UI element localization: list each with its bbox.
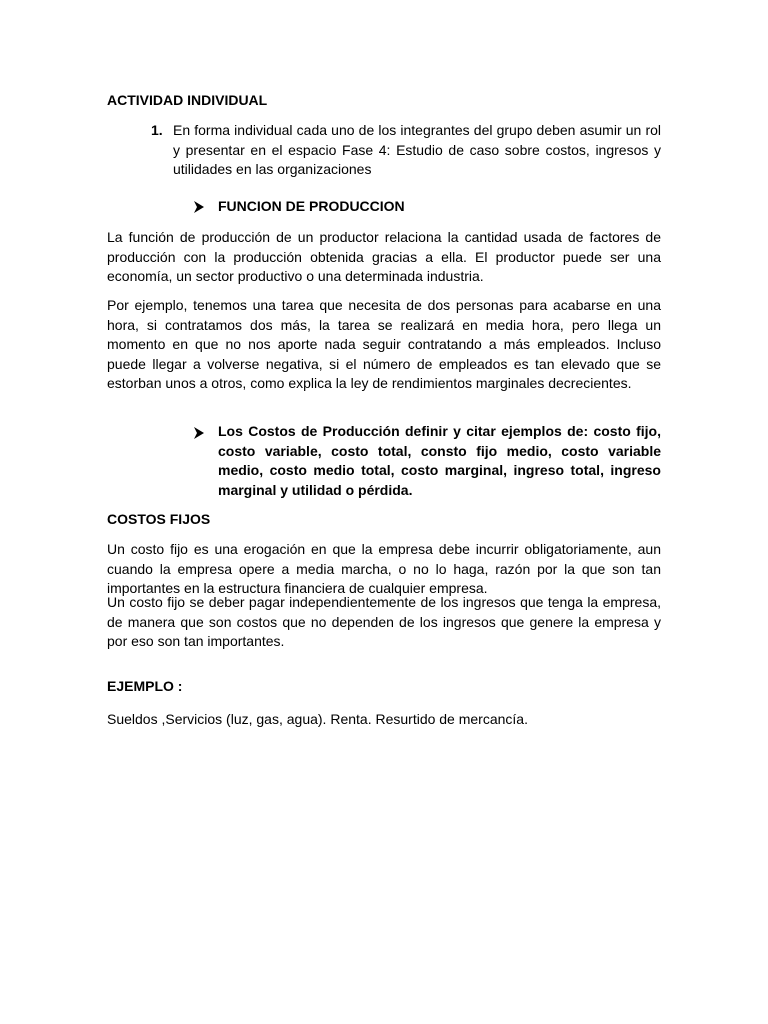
paragraph-funcion-1: La función de producción de un productor relaciona la cantidad usada de factores de producción con la producción obtenida gracias a ella. El productor puede ser una economía, un sector productivo o una determinada industria. bbox=[107, 229, 661, 284]
ejemplo-text: Sueldos ,Servicios (luz, gas, agua). Renta. Resurtido de mercancía. bbox=[107, 711, 528, 727]
paragraph-funcion-2: Por ejemplo, tenemos una tarea que necesita de dos personas para acabarse en una hora, si contratamos dos más, la tarea se realizará en media hora, pero llega un momento en que no nos aporte nada seguir contratando a más empleados. Incluso puede llegar a volverse negativa, si el número de empleados es tan elevado que se estorban unos a otros, como explica la ley de rendimientos marginales decrecientes. bbox=[107, 297, 661, 391]
arrow-bullet-icon bbox=[193, 427, 205, 439]
section-heading-funcion: FUNCION DE PRODUCCION bbox=[218, 198, 405, 214]
item-text: En forma individual cada uno de los integrantes del grupo deben asumir un rol y presentar en el espacio Fase 4: Estudio de caso sobre costos, ingresos y utilidades en las organizaciones bbox=[173, 122, 661, 177]
section-heading-costos: Los Costos de Producción definir y citar ejemplos de: costo fijo, costo variable, costo total, consto fijo medio, costo variable medio, costo medio total, costo marginal, ingreso total, ingreso marginal y utilidad o pérdida. bbox=[218, 423, 661, 498]
ejemplo-heading: EJEMPLO : bbox=[107, 678, 183, 694]
item-number: 1. bbox=[151, 122, 163, 138]
paragraph-costos-fijos-2: Un costo fijo se deber pagar independientemente de los ingresos que tenga la empresa, de manera que son costos que no dependen de los ingresos que genere la empresa y por eso son tan importantes. bbox=[107, 594, 661, 649]
document-title: ACTIVIDAD INDIVIDUAL bbox=[107, 92, 268, 108]
arrow-bullet-icon bbox=[193, 201, 205, 213]
costos-fijos-heading: COSTOS FIJOS bbox=[107, 511, 211, 527]
paragraph-costos-fijos-1: Un costo fijo es una erogación en que la empresa debe incurrir obligatoriamente, aun cuando la empresa opere a media marcha, o no lo haga, razón por la que son tan importantes en la estructura financiera de cualquier empresa. bbox=[107, 541, 661, 596]
